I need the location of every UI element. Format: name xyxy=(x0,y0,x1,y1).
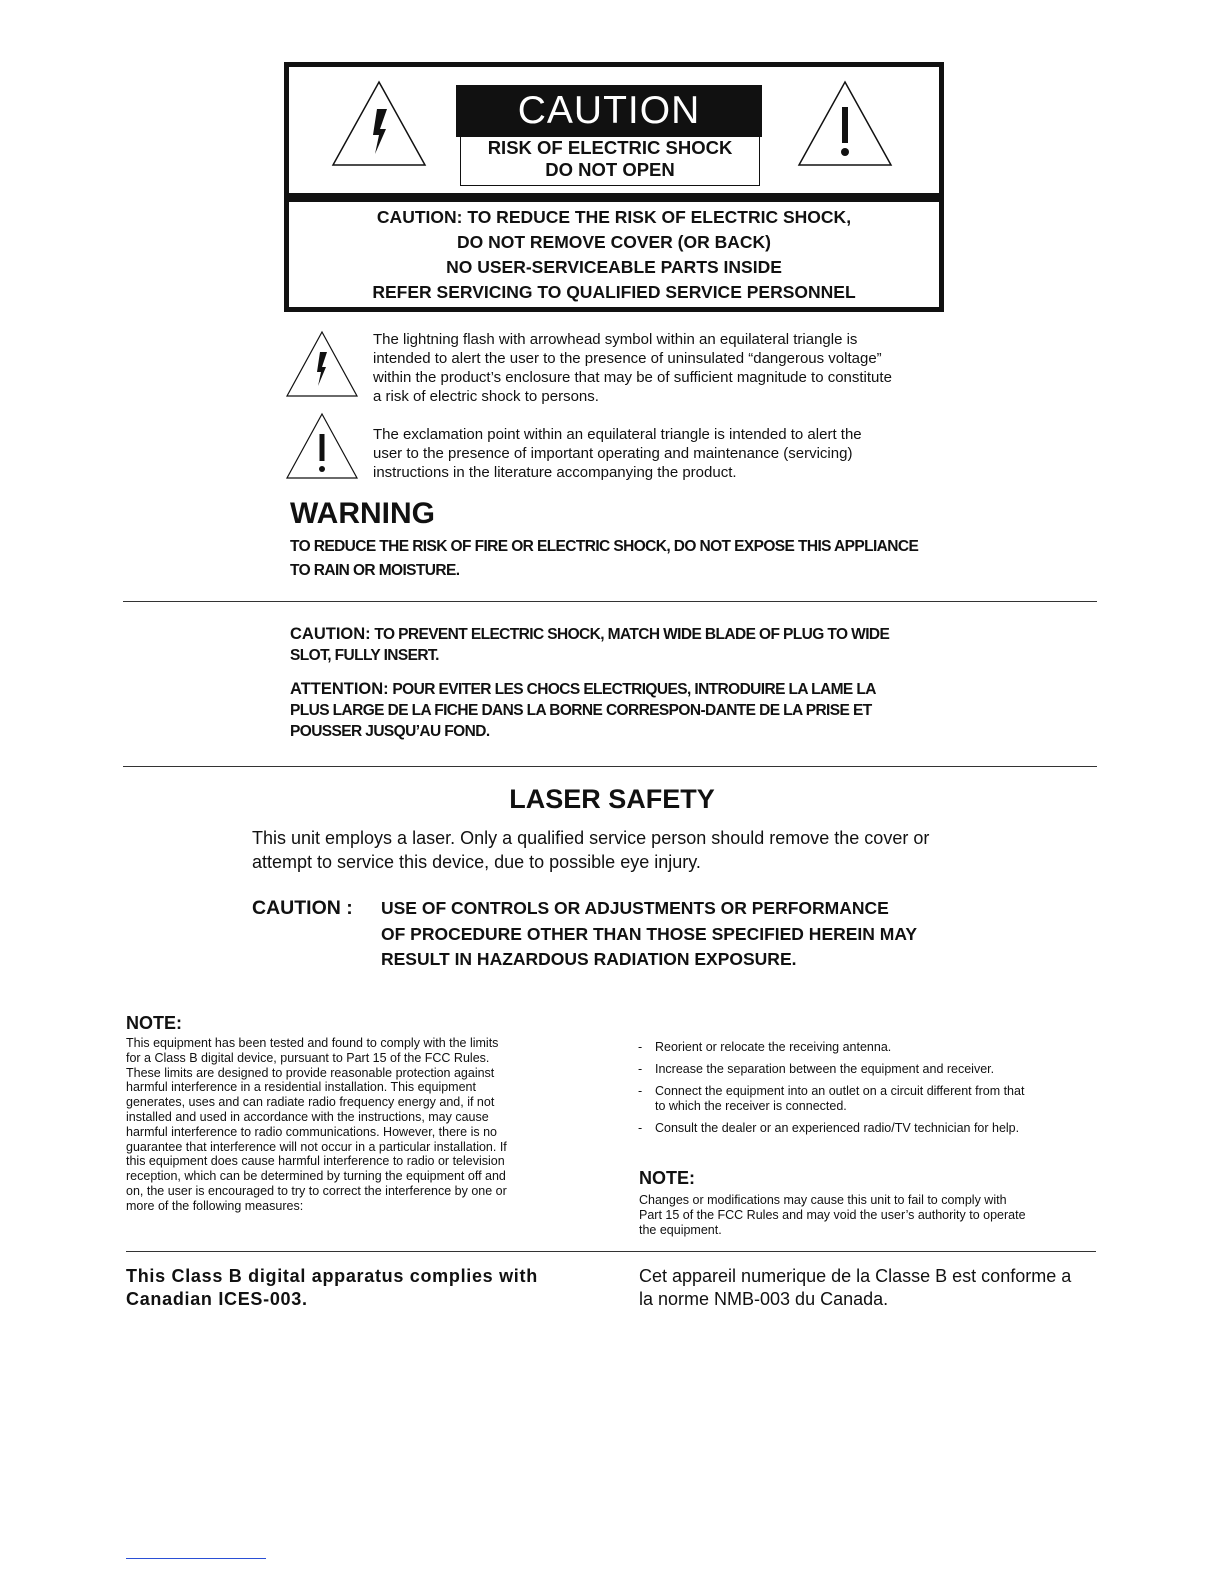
plug-attention xyxy=(290,679,968,742)
caution-label-box xyxy=(284,62,944,312)
section-divider xyxy=(126,1251,1096,1252)
attention-text: POUR EVITER LES CHOCS ELECTRIQUES, INTRODUIRE LA LAME LA xyxy=(392,681,876,698)
caution-text: TO PREVENT ELECTRIC SHOCK, MATCH WIDE BLADE OF PLUG TO WIDE xyxy=(374,626,890,643)
lightning-warning-icon xyxy=(329,79,429,169)
text-line: TO RAIN OR MOISTURE. xyxy=(290,562,460,579)
text-line: OF PROCEDURE OTHER THAN THOSE SPECIFIED HEREIN MAY xyxy=(381,923,918,944)
text-line: TO REDUCE THE RISK OF FIRE OR ELECTRIC SHOCK, DO NOT EXPOSE THIS APPLIANCE xyxy=(290,538,919,555)
risk-line-1: RISK OF ELECTRIC SHOCK xyxy=(487,137,733,158)
footnote-rule xyxy=(126,1558,266,1559)
lightning-triangle-icon xyxy=(285,330,359,398)
fcc-note-text xyxy=(126,1036,586,1214)
text-line: This equipment has been tested and found to comply with the limits xyxy=(126,1036,499,1050)
fcc-note2-text xyxy=(639,1193,1099,1237)
risk-of-shock-label xyxy=(460,137,760,186)
text-line: SLOT, FULLY INSERT. xyxy=(290,647,439,664)
lightning-symbol-description xyxy=(373,330,965,406)
text-line: Consult the dealer or an experienced radio/TV technician for help. xyxy=(655,1121,1020,1135)
text-line: the equipment. xyxy=(639,1222,722,1237)
section-divider xyxy=(123,766,1097,767)
text-line: The exclamation point within an equilateral triangle is intended to alert the xyxy=(373,426,862,443)
text-line: this equipment does cause harmful interference to radio or television xyxy=(126,1154,505,1169)
text-line: PLUS LARGE DE LA FICHE DANS LA BORNE CORRESPON-DANTE DE LA PRISE ET xyxy=(290,702,872,719)
canada-compliance-french xyxy=(639,1265,1109,1311)
text-line: These limits are designed to provide reasonable protection against xyxy=(126,1065,495,1080)
exclamation-warning-icon xyxy=(795,79,895,169)
list-item: - Connect the equipment into an outlet on a circuit different from that to which the receiver is connected. xyxy=(637,1084,1099,1114)
section-divider xyxy=(123,601,1097,602)
exclamation-symbol-description xyxy=(373,425,965,482)
laser-caution-text xyxy=(381,896,981,973)
text-line xyxy=(290,624,968,645)
caution-instructions xyxy=(289,205,939,307)
fcc-note2-title: NOTE: xyxy=(639,1168,695,1188)
text-line: USE OF CONTROLS OR ADJUSTMENTS OR PERFORMANCE xyxy=(381,898,889,918)
caution-line: REFER SERVICING TO QUALIFIED SERVICE PERSONNEL xyxy=(372,282,856,302)
text-line: Changes or modifications may cause this unit to fail to comply with xyxy=(639,1193,1007,1207)
warning-text xyxy=(290,535,970,583)
caution-line: CAUTION: TO REDUCE THE RISK OF ELECTRIC SHOCK, xyxy=(376,207,852,227)
text-line: to which the receiver is connected. xyxy=(655,1099,847,1113)
plug-caution xyxy=(290,624,968,666)
text-line: reception, which can be determined by turning the equipment off and xyxy=(126,1169,506,1184)
text-line: Reorient or relocate the receiving antenna. xyxy=(655,1040,892,1054)
caution-banner: CAUTION xyxy=(456,85,762,137)
text-line: generates, uses and can radiate radio frequency energy and, if not xyxy=(126,1095,495,1110)
text-line: Increase the separation between the equipment and receiver. xyxy=(655,1062,995,1076)
list-item: - Consult the dealer or an experienced radio/TV technician for help. xyxy=(637,1121,1099,1136)
text-line: guarantee that interference will not occur in a particular installation. If xyxy=(126,1139,507,1154)
text-line: within the product’s enclosure that may be of sufficient magnitude to constitute xyxy=(373,369,892,386)
caution-header xyxy=(289,67,939,193)
text-line: more of the following measures: xyxy=(126,1198,304,1213)
text-line: RESULT IN HAZARDOUS RADIATION EXPOSURE. xyxy=(381,949,797,969)
text-line: harmful interference to radio communications. However, there is no xyxy=(126,1124,498,1139)
text-line: user to the presence of important operating and maintenance (servicing) xyxy=(373,445,853,462)
text-line: Connect the equipment into an outlet on a circuit different from that xyxy=(655,1084,1025,1098)
caution-divider xyxy=(289,193,939,202)
list-item: - Reorient or relocate the receiving antenna. xyxy=(637,1040,1099,1055)
caution-line: NO USER-SERVICEABLE PARTS INSIDE xyxy=(446,257,782,277)
text-line: harmful interference in a residential installation. This equipment xyxy=(126,1080,476,1095)
warning-title: WARNING xyxy=(290,497,435,530)
text-line: Cet appareil numerique de la Classe B est conforme a xyxy=(639,1266,1072,1286)
text-line: for a Class B digital device, pursuant to Part 15 of the FCC Rules. xyxy=(126,1050,490,1065)
text-line: Canadian ICES-003. xyxy=(126,1289,308,1309)
text-line xyxy=(290,679,968,700)
text-line: This unit employs a laser. Only a qualified service person should remove the cover or xyxy=(252,828,930,848)
laser-safety-text xyxy=(252,826,972,874)
text-line: POUSSER JUSQU’AU FOND. xyxy=(290,723,490,740)
attention-label: ATTENTION: xyxy=(290,680,389,698)
laser-safety-title: LASER SAFETY xyxy=(509,784,715,814)
fcc-measures-list xyxy=(637,1040,1099,1143)
text-line: intended to alert the user to the presence of uninsulated “dangerous voltage” xyxy=(373,350,882,367)
risk-line-2: DO NOT OPEN xyxy=(545,159,675,180)
text-line: attempt to service this device, due to possible eye injury. xyxy=(252,852,701,872)
list-item: - Increase the separation between the equipment and receiver. xyxy=(637,1062,1099,1077)
text-line: la norme NMB-003 du Canada. xyxy=(639,1289,889,1309)
text-line: a risk of electric shock to persons. xyxy=(373,388,599,405)
text-line: installed and used in accordance with the instructions, may cause xyxy=(126,1109,489,1124)
text-line: Part 15 of the FCC Rules and may void the user’s authority to operate xyxy=(639,1207,1026,1222)
text-line: instructions in the literature accompanying the product. xyxy=(373,464,737,481)
exclamation-triangle-icon xyxy=(285,412,359,480)
caution-line: DO NOT REMOVE COVER (OR BACK) xyxy=(456,232,772,252)
text-line: This Class B digital apparatus complies with xyxy=(126,1266,538,1286)
canada-compliance-english xyxy=(126,1265,596,1311)
caution-label: CAUTION: xyxy=(290,625,371,643)
fcc-note-title: NOTE: xyxy=(126,1013,182,1033)
text-line: on, the user is encouraged to try to correct the interference by one or xyxy=(126,1183,507,1198)
laser-caution-label: CAUTION : xyxy=(252,897,353,919)
text-line: The lightning flash with arrowhead symbol within an equilateral triangle is xyxy=(373,331,858,348)
